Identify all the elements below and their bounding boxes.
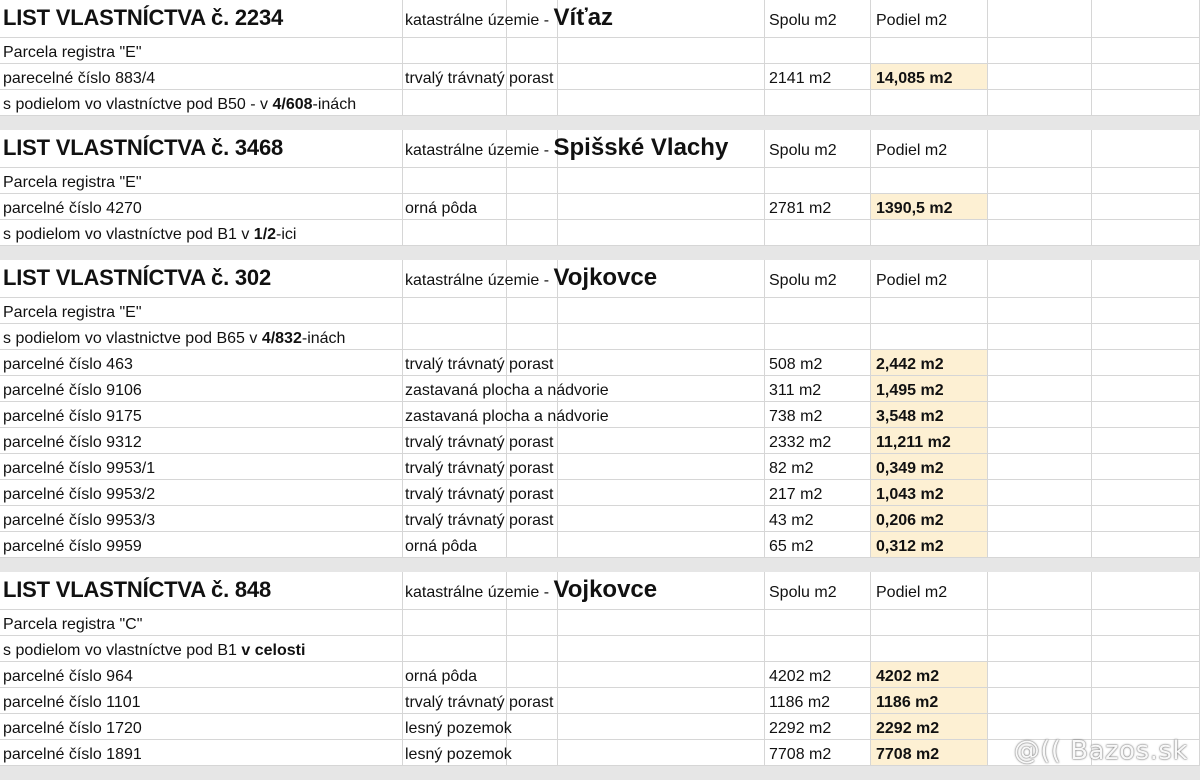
total-area-header: Spolu m2 [769,12,837,29]
grid-cell[interactable] [507,220,558,246]
grid-cell[interactable] [871,168,988,194]
grid-cell[interactable] [1092,376,1200,402]
parcel-number: parcelné číslo 1101 [3,694,141,711]
grid-cell[interactable] [507,714,558,740]
cadastral-area [405,134,729,161]
grid-cell[interactable] [403,636,507,662]
grid-cell[interactable] [988,90,1092,116]
section-separator [0,766,1200,780]
grid-cell[interactable] [1092,298,1200,324]
deed-title: LIST VLASTNÍCTVA č. 2234 [3,5,284,30]
cadastral-area-name: Vojkovce [553,576,658,603]
share-area-header: Podiel m2 [876,272,948,289]
grid-cell[interactable] [871,90,988,116]
grid-cell[interactable] [1092,130,1200,168]
grid-cell[interactable] [558,740,765,766]
total-area: 43 m2 [769,512,814,529]
grid-cell[interactable] [988,572,1092,610]
grid-cell[interactable] [988,454,1092,480]
share-area: 1390,5 m2 [876,200,953,217]
watermark: @(( Bazos.sk [1013,736,1188,766]
cadastral-area-label: katastrálne územie - [405,12,554,29]
grid-cell[interactable] [1092,688,1200,714]
share-note-text: s podielom vo vlastníctve pod B50 - v [3,96,273,113]
grid-cell[interactable] [988,532,1092,558]
share-area: 1186 m2 [876,694,939,711]
grid-cell[interactable] [558,194,765,220]
deed-title: LIST VLASTNÍCTVA č. 848 [3,577,272,602]
grid-cell[interactable] [507,194,558,220]
share-area: 7708 m2 [876,746,940,763]
parcel-number: parcelné číslo 9959 [3,538,142,555]
grid-cell[interactable] [1092,350,1200,376]
share-fraction: 1/2 [253,226,277,243]
land-type: trvalý trávnatý porast [405,460,554,477]
grid-cell[interactable] [988,636,1092,662]
grid-cell[interactable] [1092,402,1200,428]
total-area-header: Spolu m2 [769,584,837,601]
grid-cell[interactable] [558,324,765,350]
share-area: 0,349 m2 [876,460,944,477]
parcel-register: Parcela registra "E" [3,44,142,61]
grid-cell[interactable] [558,532,765,558]
grid-cell[interactable] [507,636,558,662]
grid-cell[interactable] [507,740,558,766]
grid-cell[interactable] [558,350,765,376]
share-area: 2,442 m2 [876,356,944,373]
grid-cell[interactable] [403,298,507,324]
cadastral-area-name: Spišské Vlachy [553,134,729,161]
land-type: trvalý trávnatý porast [405,486,554,503]
share-note-text: s podielom vo vlastníctve pod B1 v [3,226,254,243]
grid-cell[interactable] [988,260,1092,298]
land-type: trvalý trávnatý porast [405,356,554,373]
land-type: orná pôda [405,200,478,217]
grid-cell[interactable] [988,130,1092,168]
grid-cell[interactable] [1092,480,1200,506]
cadastral-area-name: Víťaz [553,4,614,31]
share-area-header: Podiel m2 [876,142,948,159]
grid-cell[interactable] [988,610,1092,636]
total-area: 738 m2 [769,408,823,425]
share-note-suffix: -inách [312,96,357,113]
cadastral-area [405,576,658,603]
land-type: lesný pozemok [405,746,512,763]
land-type: trvalý trávnatý porast [405,694,554,711]
cadastral-area [405,264,658,291]
grid-cell[interactable] [1092,90,1200,116]
parcel-number: parcelné číslo 9312 [3,434,142,451]
ownership-share-note [3,641,305,661]
share-area: 0,206 m2 [876,512,944,529]
land-type: trvalý trávnatý porast [405,70,554,87]
grid-cell[interactable] [558,662,765,688]
share-area-header: Podiel m2 [876,12,948,29]
grid-cell[interactable] [1092,168,1200,194]
ownership-share-note [3,329,345,349]
grid-cell[interactable] [765,636,871,662]
grid-cell[interactable] [765,220,871,246]
grid-cell[interactable] [988,64,1092,90]
grid-cell[interactable] [558,298,765,324]
parcel-number: parcelné číslo 1720 [3,720,142,737]
total-area: 2292 m2 [769,720,832,737]
land-type: orná pôda [405,538,478,555]
grid-cell[interactable] [1092,194,1200,220]
deed-title: LIST VLASTNÍCTVA č. 302 [3,265,272,290]
parcel-register: Parcela registra "C" [3,616,143,633]
grid-cell[interactable] [403,168,507,194]
share-note-text: s podielom vo vlastníctve pod B1 [3,642,242,659]
grid-cell[interactable] [558,480,765,506]
section-separator [0,116,1200,130]
grid-cell[interactable] [765,90,871,116]
grid-cell[interactable] [403,324,507,350]
grid-cell[interactable] [765,298,871,324]
land-type: trvalý trávnatý porast [405,512,554,529]
grid-cell[interactable] [765,38,871,64]
grid-cell[interactable] [1092,610,1200,636]
section-separator [0,558,1200,572]
grid-cell[interactable] [988,428,1092,454]
grid-cell[interactable] [558,38,765,64]
grid-cell[interactable] [507,324,558,350]
grid-cell[interactable] [988,0,1092,38]
cadastral-area-label: katastrálne územie - [405,272,554,289]
grid-cell[interactable] [765,610,871,636]
land-type: zastavaná plocha a nádvorie [405,408,609,425]
share-area: 0,312 m2 [876,538,944,555]
parcel-number: parcelné číslo 9175 [3,408,142,425]
share-fraction: 4/832 [261,330,302,347]
grid-cell[interactable] [558,168,765,194]
grid-cell[interactable] [507,532,558,558]
parcel-number: parcelné číslo 9953/3 [3,512,156,529]
total-area: 65 m2 [769,538,814,555]
parcel-register: Parcela registra "E" [3,174,142,191]
grid-cell[interactable] [765,168,871,194]
grid-cell[interactable] [558,64,765,90]
grid-cell[interactable] [558,714,765,740]
parcel-number: parecelné číslo 883/4 [3,70,156,87]
section-separator [0,246,1200,260]
grid-cell[interactable] [988,376,1092,402]
grid-cell[interactable] [988,194,1092,220]
grid-cell[interactable] [1092,506,1200,532]
grid-cell[interactable] [1092,454,1200,480]
parcel-number: parcelné číslo 1891 [3,746,142,763]
ownership-share-note [3,95,356,115]
total-area: 311 m2 [769,382,822,399]
total-area: 508 m2 [769,356,823,373]
grid-cell[interactable] [988,220,1092,246]
ownership-share-note [3,225,296,245]
grid-cell[interactable] [1092,572,1200,610]
grid-cell[interactable] [988,298,1092,324]
share-area: 3,548 m2 [876,408,944,425]
grid-cell[interactable] [403,90,507,116]
share-area: 2292 m2 [876,720,940,737]
grid-cell[interactable] [558,90,765,116]
total-area: 2141 m2 [769,70,832,87]
total-area: 1186 m2 [769,694,831,711]
grid-cell[interactable] [558,454,765,480]
grid-cell[interactable] [558,506,765,532]
parcel-number: parcelné číslo 9953/2 [3,486,156,503]
grid-cell[interactable] [871,298,988,324]
cadastral-area-label: katastrálne územie - [405,142,554,159]
parcel-number: parcelné číslo 964 [3,668,133,685]
grid-cell[interactable] [1092,662,1200,688]
grid-cell[interactable] [1092,0,1200,38]
share-area-header: Podiel m2 [876,584,948,601]
grid-cell[interactable] [765,324,871,350]
parcel-register: Parcela registra "E" [3,304,142,321]
total-area: 7708 m2 [769,746,832,763]
grid-cell[interactable] [558,220,765,246]
parcel-number: parcelné číslo 9953/1 [3,460,156,477]
grid-cell[interactable] [988,324,1092,350]
grid-cell[interactable] [507,168,558,194]
share-note-text: s podielom vo vlastnictve pod B65 v [3,330,262,347]
grid-cell[interactable] [1092,64,1200,90]
grid-cell[interactable] [558,688,765,714]
share-note-suffix: -ici [276,226,297,243]
grid-cell[interactable] [1092,260,1200,298]
grid-cell[interactable] [871,636,988,662]
grid-cell[interactable] [988,480,1092,506]
grid-cell[interactable] [1092,38,1200,64]
total-area: 2781 m2 [769,200,832,217]
grid-cell[interactable] [1092,220,1200,246]
cadastral-area-name: Vojkovce [553,264,658,291]
grid-cell[interactable] [1092,532,1200,558]
grid-cell[interactable] [558,636,765,662]
total-area-header: Spolu m2 [769,272,837,289]
grid-cell[interactable] [507,298,558,324]
land-type: zastavaná plocha a nádvorie [405,382,609,399]
land-type: trvalý trávnatý porast [405,434,554,451]
total-area: 217 m2 [769,486,823,503]
grid-cell[interactable] [988,506,1092,532]
grid-cell[interactable] [871,324,988,350]
share-area: 4202 m2 [876,668,940,685]
share-area: 11,211 m2 [876,434,951,451]
grid-cell[interactable] [403,220,507,246]
share-fraction: 4/608 [272,96,313,113]
total-area: 82 m2 [769,460,814,477]
grid-cell[interactable] [507,38,558,64]
grid-cell[interactable] [507,610,558,636]
grid-cell[interactable] [1092,636,1200,662]
total-area-header: Spolu m2 [769,142,837,159]
grid-cell[interactable] [558,610,765,636]
parcel-number: parcelné číslo 4270 [3,200,142,217]
grid-cell[interactable] [507,90,558,116]
share-area: 14,085 m2 [876,70,953,87]
grid-cell[interactable] [871,610,988,636]
grid-cell[interactable] [403,610,507,636]
grid-cell[interactable] [988,688,1092,714]
share-fraction: v celosti [241,642,306,659]
grid-cell[interactable] [1092,428,1200,454]
grid-cell[interactable] [558,428,765,454]
grid-cell[interactable] [988,662,1092,688]
share-area: 1,495 m2 [876,382,944,399]
grid-cell[interactable] [1092,324,1200,350]
total-area: 2332 m2 [769,434,832,451]
grid-cell[interactable] [507,662,558,688]
grid-cell[interactable] [988,168,1092,194]
parcel-number: parcelné číslo 463 [3,356,133,373]
parcel-number: parcelné číslo 9106 [3,382,142,399]
cadastral-area-label: katastrálne územie - [405,584,554,601]
grid-cell[interactable] [988,402,1092,428]
share-note-suffix: -inách [301,330,346,347]
grid-cell[interactable] [871,220,988,246]
grid-cell[interactable] [988,38,1092,64]
grid-cell[interactable] [403,38,507,64]
cadastral-area [405,4,614,31]
share-area: 1,043 m2 [876,486,944,503]
total-area: 4202 m2 [769,668,832,685]
deed-title: LIST VLASTNÍCTVA č. 3468 [3,135,284,160]
land-type: lesný pozemok [405,720,512,737]
grid-cell[interactable] [871,38,988,64]
land-type: orná pôda [405,668,478,685]
grid-cell[interactable] [988,350,1092,376]
